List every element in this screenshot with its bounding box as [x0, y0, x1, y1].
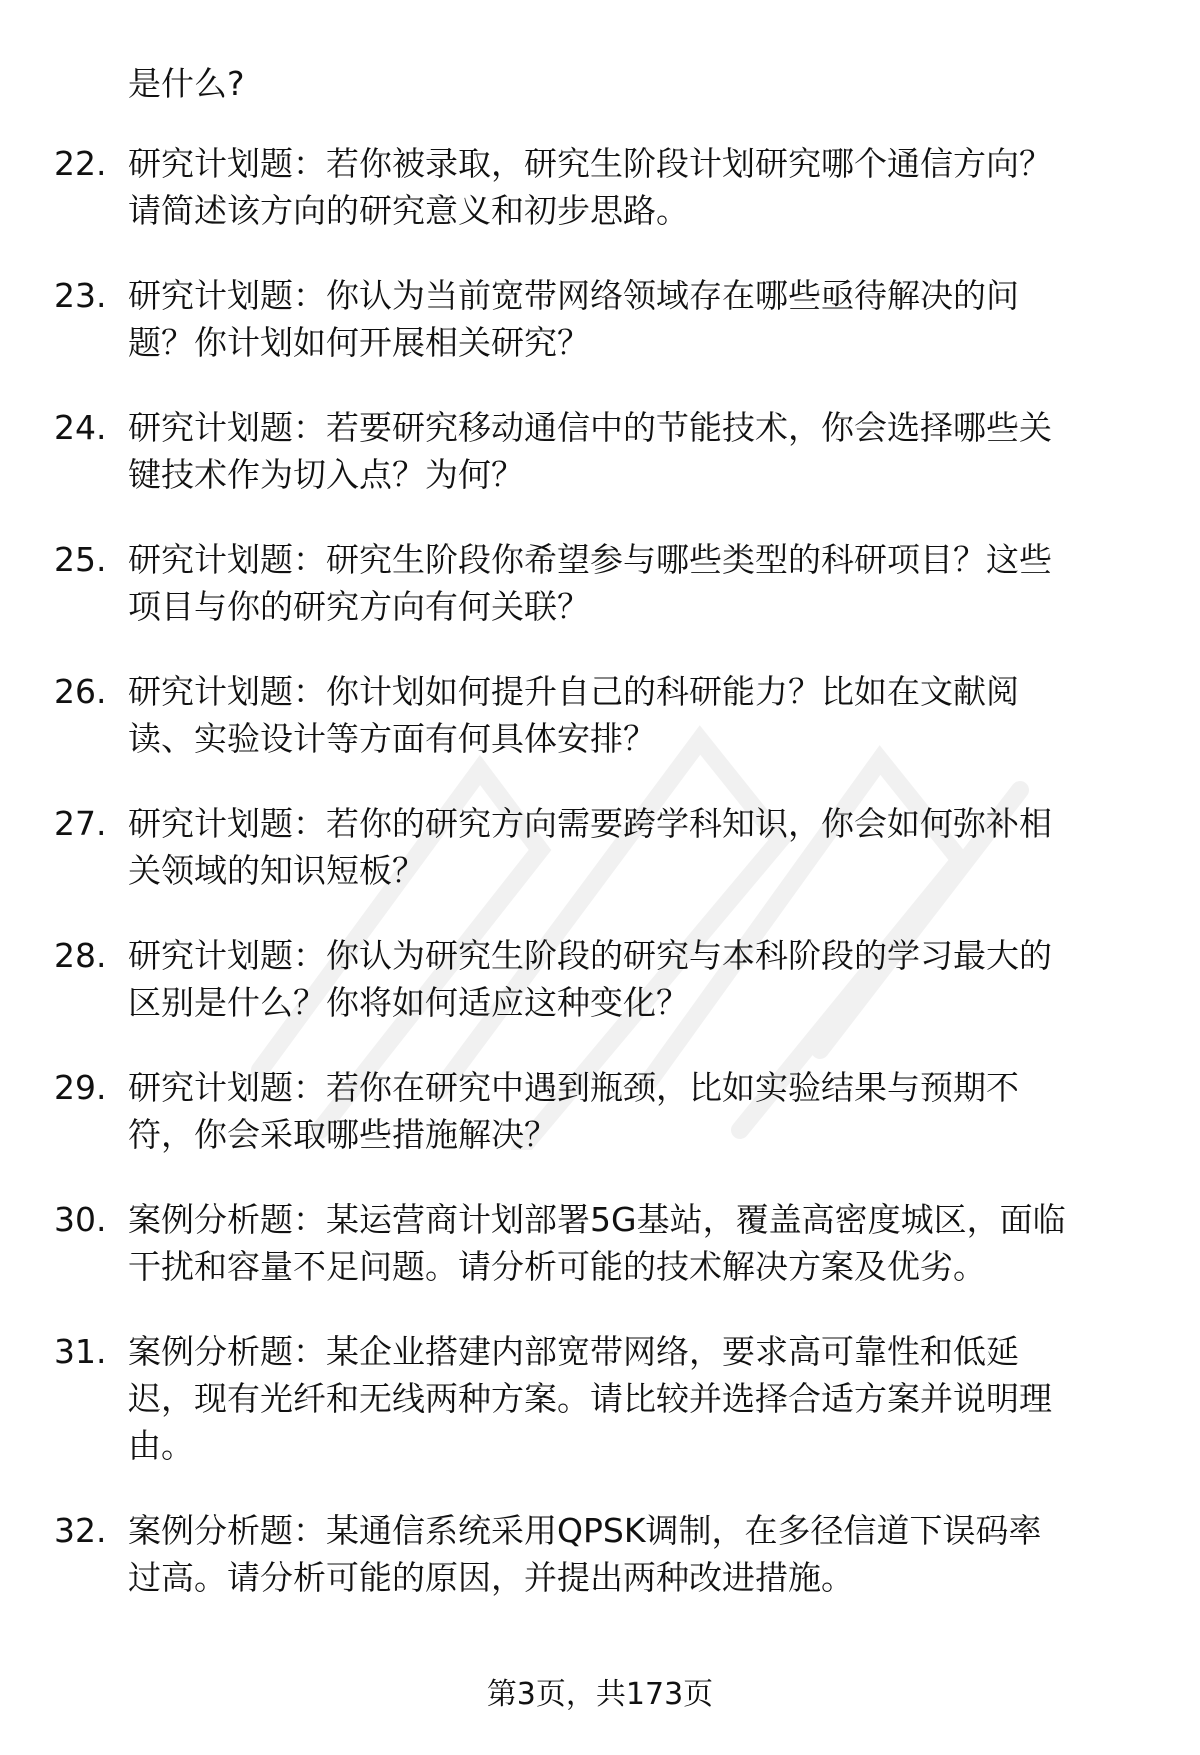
question-number: 22.	[54, 144, 107, 183]
question-line: 由。	[128, 1426, 194, 1465]
question-item	[0, 536, 1200, 630]
question-number: 28.	[54, 936, 107, 975]
question-line: 读、实验设计等方面有何具体安排？	[128, 719, 656, 758]
question-text	[128, 272, 1148, 366]
question-line: 研究计划题：若你在研究中遇到瓶颈，比如实验结果与预期不	[128, 1068, 1019, 1107]
question-item	[0, 668, 1200, 762]
question-text	[128, 140, 1148, 234]
question-line: 案例分析题：某通信系统采用QPSK调制，在多径信道下误码率	[128, 1511, 1042, 1550]
continuation-text: 是什么?	[128, 64, 245, 103]
question-item	[0, 272, 1200, 366]
question-line: 键技术作为切入点？为何？	[128, 455, 524, 494]
question-line: 请简述该方向的研究意义和初步思路。	[128, 191, 689, 230]
question-text	[128, 668, 1148, 762]
question-number: 26.	[54, 672, 107, 711]
question-line: 研究计划题：你认为当前宽带网络领域存在哪些亟待解决的问	[128, 276, 1019, 315]
question-text	[128, 1328, 1148, 1469]
question-text	[128, 404, 1148, 498]
question-number: 24.	[54, 408, 107, 447]
question-item	[0, 1328, 1200, 1469]
question-line: 过高。请分析可能的原因，并提出两种改进措施。	[128, 1558, 854, 1597]
question-item	[0, 140, 1200, 234]
question-item	[0, 1196, 1200, 1290]
question-number: 25.	[54, 540, 107, 579]
question-item	[0, 1064, 1200, 1158]
question-line: 关领域的知识短板？	[128, 851, 425, 890]
question-item	[0, 404, 1200, 498]
question-item	[0, 800, 1200, 894]
question-text	[128, 536, 1148, 630]
question-line: 案例分析题：某运营商计划部署5G基站，覆盖高密度城区，面临	[128, 1200, 1066, 1239]
page-footer: 第3页，共173页	[486, 1677, 714, 1712]
question-text	[128, 1507, 1148, 1601]
question-number: 32.	[54, 1511, 107, 1550]
question-line: 迟，现有光纤和无线两种方案。请比较并选择合适方案并说明理	[128, 1379, 1052, 1418]
question-line: 研究计划题：你认为研究生阶段的研究与本科阶段的学习最大的	[128, 936, 1052, 975]
question-list	[0, 140, 1200, 1639]
question-number: 23.	[54, 276, 107, 315]
question-text	[128, 800, 1148, 894]
question-item	[0, 932, 1200, 1026]
question-text	[128, 1196, 1148, 1290]
question-number: 27.	[54, 804, 107, 843]
question-line: 研究计划题：若你的研究方向需要跨学科知识，你会如何弥补相	[128, 804, 1052, 843]
question-text	[128, 1064, 1148, 1158]
question-line: 研究计划题：你计划如何提升自己的科研能力？比如在文献阅	[128, 672, 1019, 711]
question-line: 区别是什么？你将如何适应这种变化？	[128, 983, 689, 1022]
question-line: 符，你会采取哪些措施解决？	[128, 1115, 557, 1154]
question-line: 题？你计划如何开展相关研究？	[128, 323, 590, 362]
question-number: 30.	[54, 1200, 107, 1239]
question-number: 29.	[54, 1068, 107, 1107]
question-text	[128, 932, 1148, 1026]
question-line: 项目与你的研究方向有何关联？	[128, 587, 590, 626]
question-line: 干扰和容量不足问题。请分析可能的技术解决方案及优劣。	[128, 1247, 986, 1286]
question-line: 研究计划题：若你被录取，研究生阶段计划研究哪个通信方向？	[128, 144, 1052, 183]
question-number: 31.	[54, 1332, 107, 1371]
question-item	[0, 1507, 1200, 1601]
question-line: 研究计划题：研究生阶段你希望参与哪些类型的科研项目？这些	[128, 540, 1052, 579]
question-line: 案例分析题：某企业搭建内部宽带网络，要求高可靠性和低延	[128, 1332, 1019, 1371]
question-line: 研究计划题：若要研究移动通信中的节能技术，你会选择哪些关	[128, 408, 1052, 447]
